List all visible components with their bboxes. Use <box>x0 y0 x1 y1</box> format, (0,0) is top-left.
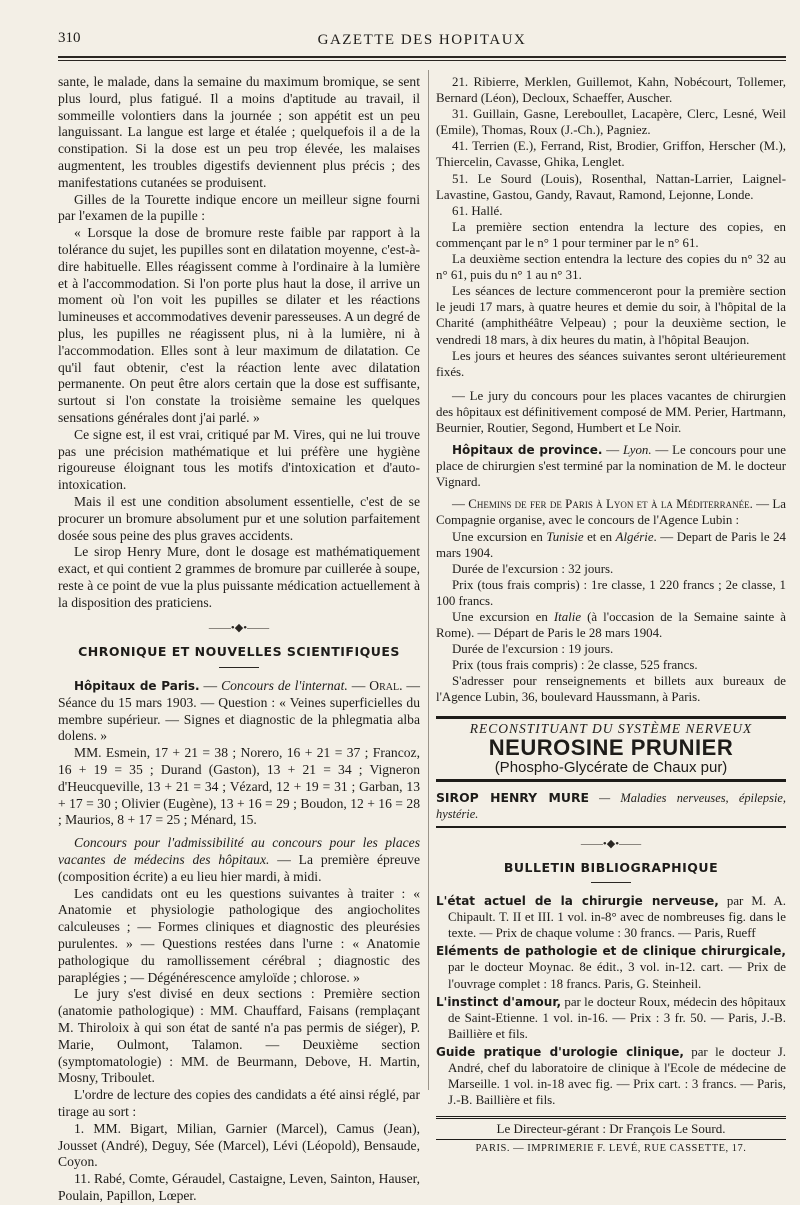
section-divider: ——•◆•—— <box>580 837 642 850</box>
railway-paragraph: — Chemins de fer de Paris à Lyon et à la Méditerranée. — La Compagnie organise, avec le concours de l'Agence Lubin : <box>436 497 786 528</box>
bibliography-entry: Guide pratique d'urologie clinique, par le docteur J. André, chef du laboratoire de clinique à l'Ecole de médecine de Marseille. 1 vol. in-18 avec fig. — Prix cart. : 3 francs. — Paris, J.-B. Baillière et fils. <box>436 1044 786 1108</box>
paragraph: Les séances de lecture commenceront pour la première section le jeudi 17 mars, à quatre heures et demie du soir, à l'hôpital de la Charité (amphithéâtre Velpeau) ; pour la deuxième section, le vendredi 18 mars, à dix heures du matin, à l'hôpital Beaujon. <box>436 284 786 347</box>
page-number: 310 <box>58 30 81 46</box>
section-divider: ——•◆•—— <box>208 621 270 634</box>
admissibility-paragraph: Concours pour l'admissibilité au concours pour les places vacantes de médecins des hôpitaux. — La première épreuve (composition écrite) a eu lieu hier mardi, à midi. <box>58 835 420 884</box>
paragraph: sante, le malade, dans la semaine du maximum bromique, se sent plus lourd, plus fatigué. Il a moins d'aptitude au travail, il sommeille volontiers dans la journée ; son appétit est un peu languissant. La langue est large et étalée ; quelquefois il a de la constipation. Si la dose est un peu trop élevée, les malaises augmentent, les troubles digestifs deviennent plus précis ; des manifestations cutanées se produisent. <box>58 74 420 190</box>
right-column <box>436 74 786 1157</box>
paragraph: Prix (tous frais compris) : 2e classe, 525 francs. <box>452 658 698 673</box>
list-item: 41. Terrien (E.), Ferrand, Rist, Brodier, Griffon, Herscher (M.), Thiercelin, Cavasse, Ghika, Lenglet. <box>436 139 786 170</box>
paragraph: Durée de l'excursion : 19 jours. <box>452 642 614 657</box>
scores-paragraph: MM. Esmein, 17 + 21 = 38 ; Norero, 16 + 21 = 37 ; Francoz, 16 + 19 = 35 ; Durand (Gaston), 13 + 21 = 34 ; Vigneron d'Heucqueville, 13 + 21 = 34 ; Vézard, 12 + 19 = 31 ; Garban, 13 + 17 = 30 ; Olivier (Eugène), 13 + 16 = 29 ; Boudon, 12 + 16 = 28 ; Maurios, 8 + 17 = 25 ; Ménard, 15. <box>58 745 420 828</box>
section-heading: CHRONIQUE ET NOUVELLES SCIENTIFIQUES <box>78 644 400 660</box>
paragraph: Gilles de la Tourette indique encore un meilleur signe fourni par l'examen de la pupille : <box>58 191 420 224</box>
excursion-paragraph: Une excursion en Tunisie et en Algérie. — Depart de Paris le 24 mars 1904. <box>436 529 786 560</box>
ad-product-name: NEUROSINE PRUNIER <box>488 734 734 760</box>
paragraph: Les candidats ont eu les questions suivantes à traiter : « Anatomie et physiologie pathologique des angiocholites calculeuses ; — Formes cliniques et diagnostic des pleurésies purulentes. » — Questions restées dans l'urne : « Anatomie pathologique du ramollissement cérébral ; diagnostic des paraplégies ; — Dégénérescence amyloïde ; chlorose. » <box>58 885 420 985</box>
paragraph: La première section entendra la lecture des copies, en commençant par le n° 1 pour terminer par le n° 61. <box>436 219 786 250</box>
bibliography-entry: L'état actuel de la chirurgie nerveuse, par M. A. Chipault. T. II et III. 1 vol. in-8° avec de nombreuses fig. dans le texte. — Prix de chaque volume : 30 francs. — Paris, Rueff <box>436 894 786 941</box>
paragraph: Le jury s'est divisé en deux sections : Première section (anatomie pathologique) : MM. Chauffard, Faisans (remplaçant M. Thiroloix à qui son état de santé n'a pas permis de siéger), P. Marie, Oulmont, Talamon. — Deuxième section (symptomatologie) : MM. de Beurmann, Debove, H. Martin, Mosny, Triboulet. <box>58 986 420 1086</box>
sirop-advertisement: SIROP HENRY MURE — Maladies nerveuses, épilepsie, hystérie. <box>436 788 786 828</box>
rubric-keyword: Hôpitaux de Paris. <box>74 679 200 694</box>
province-paragraph: Hôpitaux de province. — Lyon. — Le concours pour une place de chirurgien s'est terminé par la nomination de M. le docteur Vignard. <box>436 443 786 490</box>
list-item: 21. Ribierre, Merklen, Guillemot, Kahn, Nobécourt, Tollemer, Bernard (Léon), Decloux, Schaeffer, Auscher. <box>436 75 786 106</box>
quote-paragraph: « Lorsque la dose de bromure reste faible par rapport à la tolérance du sujet, les pupilles sont en dilatation moyenne, c'est-à-dire habituelle. Elles réagissent comme à l'ordinaire à la lumière et à l'accommodation. Si l'on porte plus haut la dose, il arrive un moment où l'on voit les pupilles se dilater et les réactions lumineuses et accommodatives devenir paresseuses. A un degré de plus, les pupilles ne réagissent plus, ni à la lumière, ni à l'accommodation. Elles sont à leur maximum de dilatation. Ce qu'il faut obtenir, c'est la réaction lente avec dilatation permanente. On peut être alors certain que la dose est suffisante, surtout si l'on constate la troisième semaine les quelques sensations générales dont j'ai parlé. » <box>58 225 421 425</box>
printer-line: PARIS. — IMPRIMERIE F. LEVÉ, RUE CASSETTE, 17. <box>436 1139 786 1157</box>
left-column <box>58 74 420 1205</box>
paragraph: Le sirop Henry Mure, dont le dosage est mathématiquement exact, et qui contient 2 grammes de bromure par cuillerée à soupe, reste à ce point de vue la plus puissante médication actuellement à la disposition des praticiens. <box>58 544 420 610</box>
paragraph: Ce signe est, il est vrai, critiqué par M. Vires, qui ne lui trouve pas une précision mathématique et lui préfère une hygiène rigoureuse éloignant tous les motifs d'intoxication et d'auto-intoxication. <box>58 426 420 493</box>
section-heading: BULLETIN BIBLIOGRAPHIQUE <box>503 859 719 875</box>
footer <box>436 1116 786 1157</box>
ad-tagline: RECONSTITUANT DU SYSTÈME NERVEUX <box>469 720 753 736</box>
list-item: 1. MM. Bigart, Milian, Garnier (Marcel), Camus (Jean), Jousset (André), Deguy, Sée (Marcel), Lévi (Léopold), Bensaude, Coyon. <box>58 1120 420 1170</box>
bibliography-entry: L'instinct d'amour, par le docteur Roux, médecin des hôpitaux de Saint-Etienne. 1 vol. in-16. — Prix : 3 fr. 50. — Paris, J.-B. Baillière et fils. <box>436 994 786 1041</box>
paragraph: Prix (tous frais compris) : 1re classe, 1 220 francs ; 2e classe, 1 100 francs. <box>436 577 786 608</box>
rubric-italic: Concours de l'internat. <box>221 678 348 694</box>
paragraph: La deuxième section entendra la lecture des copies du n° 32 au n° 61, puis du n° 1 au n° 31. <box>436 252 786 283</box>
paragraph: L'ordre de lecture des copies des candidats a été ainsi réglé, par tirage au sort : <box>58 1087 420 1120</box>
paragraph: Durée de l'excursion : 32 jours. <box>452 561 614 576</box>
journal-title: GAZETTE DES HOPITAUX <box>317 32 527 48</box>
header-rule-thin <box>58 60 786 61</box>
list-item: 51. Le Sourd (Louis), Rosenthal, Nattan-Larrier, Laignel-Lavastine, Gastou, Gandy, Ravaut, Ramond, Lejonne, Londe. <box>436 171 786 202</box>
bibliography-entry: Eléments de pathologie et de clinique chirurgicale, par le docteur Moynac. 8e édit., 3 vol. in-12. cart. — Prix de l'ouvrage complet : 18 francs. Paris, G. Steinheil. <box>436 944 786 991</box>
list-item: 11. Rabé, Comte, Géraudel, Castaigne, Leven, Sainton, Hauser, Poulain, Papillon, Lœper. <box>58 1171 420 1203</box>
paragraph: — Le jury du concours pour les places vacantes de chirurgien des hôpitaux est définitivement composé de MM. Perier, Hartmann, Beurnier, Routier, Segond, Humbert et Le Noir. <box>436 388 786 435</box>
advertisement <box>436 716 786 782</box>
short-rule <box>219 667 259 668</box>
excursion-paragraph: Une excursion en Italie (à l'occasion de la Semaine sainte à Rome). — Départ de Paris le 28 mars 1904. <box>436 610 786 641</box>
short-rule <box>591 882 631 883</box>
list-item: 31. Guillain, Gasne, Lereboullet, Lacapère, Clerc, Lesné, Weil (Emile), Thomas, Roux (J.-Ch.), Pagniez. <box>436 107 786 138</box>
ad-product-description: (Phospho-Glycérate de Chaux pur) <box>494 758 728 776</box>
list-item: 61. Hallé. <box>452 203 503 218</box>
paragraph: Mais il est une condition absolument essentielle, c'est de se procurer un bromure absolument pur et une solution parfaitement dosée sous peine des plus graves accidents. <box>58 493 420 543</box>
column-divider <box>428 70 429 1090</box>
header-rule <box>58 56 786 58</box>
concours-paragraph: Hôpitaux de Paris. — Concours de l'internat. — Oral. — Séance du 15 mars 1903. — Question : « Veines superficielles du membre supérieur. — Signes et diagnostic de la phlegmatia alba dolens. » <box>58 678 421 744</box>
paragraph: S'adresser pour renseignements et billets aux bureaux de l'Agence Lubin, 36, boulevard Haussmann, à Paris. <box>436 674 786 705</box>
bibliography-list <box>436 893 786 1108</box>
director-line: Le Directeur-gérant : Dr François Le Sourd. <box>496 1121 726 1137</box>
page-header <box>58 30 786 60</box>
paragraph: Les jours et heures des séances suivantes seront ultérieurement fixés. <box>436 348 786 379</box>
